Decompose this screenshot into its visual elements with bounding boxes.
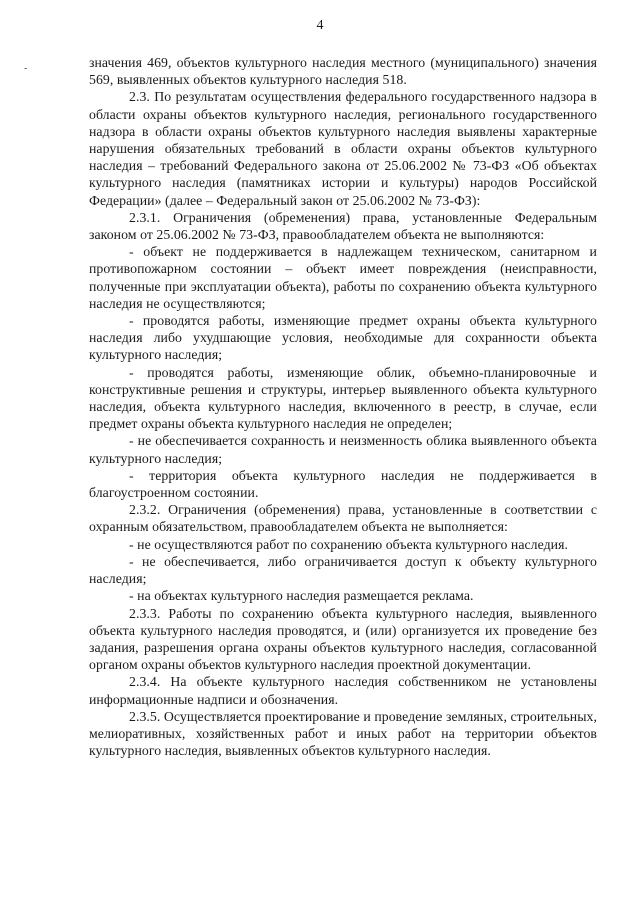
list-item: - объект не поддерживается в надлежащем техническом, санитарном и противопожарном состоянии – объект имеет повреждения (неисправности, полученные при эксплуатации объекта), работы по сохранению объекта культурного наследия не осуществляются; (89, 244, 597, 311)
list-item: - не осуществляются работ по сохранению объекта культурного наследия. (129, 536, 569, 552)
paragraph-2-3-2: 2.3.2. Ограничения (обременения) права, установленные в соответствии с охранным обязательством, правообладателем объекта не выполняется: (89, 502, 597, 535)
list-item: - проводятся работы, изменяющие облик, объемно-планировочные и конструктивные решения и структуры, интерьер выявленного объекта культурного наследия, объекта культурного наследия, включенного в реестр, в случае, если предмет охраны объекта культурного наследия не определен; (89, 364, 597, 432)
paragraph-2-3-5: 2.3.5. Осуществляется проектирование и проведение земляных, строительных, мелиоративных, хозяйственных работ и иных работ на территории объектов культурного наследия, выявленных объектов культурного наследия. (89, 708, 597, 759)
paragraph-2-3-4: 2.3.4. На объекте культурного наследия собственником не установлены информационные надписи и обозначения. (89, 674, 597, 707)
list-item: - не обеспечивается, либо ограничивается доступ к объекту культурного наследия; (89, 553, 597, 587)
page-number: 4 (316, 18, 324, 33)
paragraph-continuation: значения 469, объектов культурного наследия местного (муниципального) значения 569, выявленных объектов культурного наследия 518. (89, 55, 597, 88)
document-body (89, 54, 597, 759)
list-item: - на объектах культурного наследия размещается реклама. (129, 588, 474, 604)
margin-mark: - (24, 63, 28, 74)
list-item: - проводятся работы, изменяющие предмет охраны объекта культурного наследия либо ухудшающие условия, необходимые для сохранности объекта культурного наследия; (89, 313, 597, 363)
list-item: - территория объекта культурного наследия не поддерживается в благоустроенном состоянии. (89, 467, 597, 501)
list-item: - не обеспечивается сохранность и неизменность облика выявленного объекта культурного наследия; (89, 433, 597, 466)
paragraph-2-3: 2.3. По результатам осуществления федерального государственного надзора в области охраны объектов культурного наследия, регионального государственного надзора в области охраны объектов культурного наследия выявлены характерные нарушения обязательных требований в области охраны объектов культурного наследия – требований Федерального закона от 25.06.2002 № 73-ФЗ «Об объектах культурного наследия (памятниках истории и культуры) народов Российской Федерации» (далее – Федеральный закон от 25.06.2002 № 73-ФЗ): (89, 89, 597, 208)
paragraph-2-3-1: 2.3.1. Ограничения (обременения) права, установленные Федеральным законом от 25.06.2002 № 73-ФЗ, правообладателем объекта не выполняются: (89, 209, 597, 243)
paragraph-2-3-3: 2.3.3. Работы по сохранению объекта культурного наследия, выявленного объекта культурного наследия проводятся, и (или) организуется их проведение без задания, разрешения органа охраны объектов культурного наследия, согласованной органом охраны объектов культурного наследия проектной документации. (89, 605, 597, 673)
